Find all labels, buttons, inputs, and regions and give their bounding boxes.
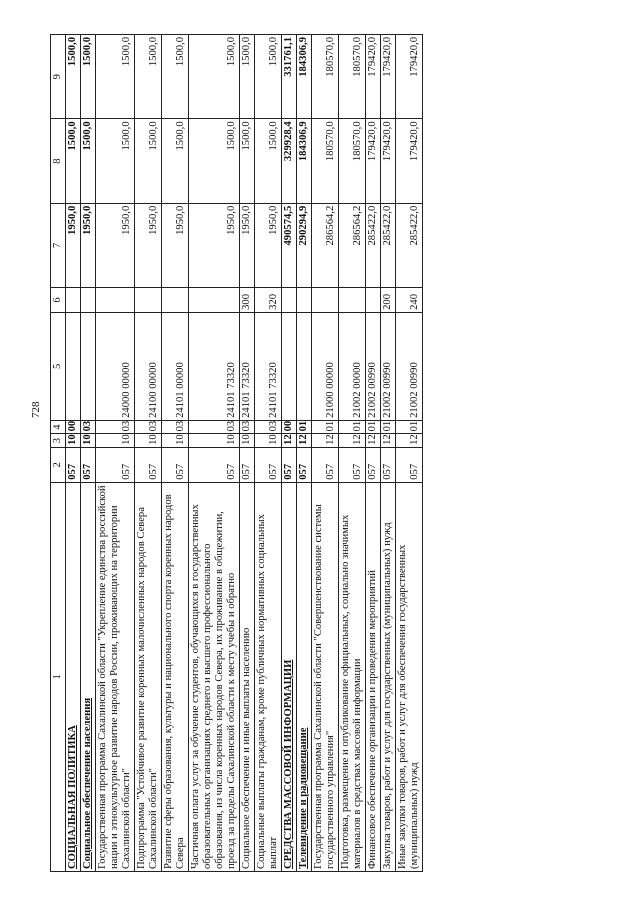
subsection-code: 03	[255, 420, 282, 434]
target-article-code: 21002 00990	[381, 312, 396, 420]
table-row	[66, 35, 81, 872]
column-header: 1	[51, 482, 66, 871]
amount-col9: 1500,0	[189, 35, 240, 119]
row-name: Социальное обеспечение населения	[81, 482, 96, 871]
amount-col9: 1500,0	[162, 35, 189, 119]
table-row	[240, 35, 255, 872]
target-article-code: 24101 73320	[189, 312, 240, 420]
section-code: 12	[312, 434, 339, 448]
target-article-code	[81, 312, 96, 420]
column-header: 9	[51, 35, 66, 119]
table-row	[297, 35, 312, 872]
amount-col7: 285422,0	[396, 203, 423, 287]
expense-type-code	[366, 288, 381, 313]
subsection-code: 03	[135, 420, 162, 434]
subsection-code: 01	[396, 420, 423, 434]
amount-col7: 1950,0	[96, 203, 135, 287]
target-article-code: 24101 73320	[255, 312, 282, 420]
admin-code: 057	[282, 447, 297, 482]
admin-code: 057	[339, 447, 366, 482]
table-row	[81, 35, 96, 872]
admin-code: 057	[189, 447, 240, 482]
expense-type-code	[81, 288, 96, 313]
amount-col8: 1500,0	[162, 119, 189, 203]
admin-code: 057	[66, 447, 81, 482]
column-header: 3	[51, 434, 66, 448]
amount-col8: 1500,0	[96, 119, 135, 203]
expense-type-code	[339, 288, 366, 313]
amount-col8: 180570,0	[339, 119, 366, 203]
table-row	[282, 35, 297, 872]
table-row	[366, 35, 381, 872]
row-name: Развитие сферы образования, культуры и национального спорта коренных народов Севера	[162, 482, 189, 871]
amount-col9: 179420,0	[381, 35, 396, 119]
column-header: 4	[51, 420, 66, 434]
expense-type-code	[297, 288, 312, 313]
row-name: Подпрограмма "Устойчивое развитие коренных малочисленных народов Севера Сахалинской области"	[135, 482, 162, 871]
expense-type-code	[189, 288, 240, 313]
subsection-code: 03	[162, 420, 189, 434]
admin-code: 057	[240, 447, 255, 482]
amount-col9: 179420,0	[396, 35, 423, 119]
section-code: 12	[339, 434, 366, 448]
column-header: 2	[51, 447, 66, 482]
section-code: 10	[96, 434, 135, 448]
admin-code: 057	[162, 447, 189, 482]
column-header: 5	[51, 312, 66, 420]
admin-code: 057	[255, 447, 282, 482]
amount-col8: 1500,0	[189, 119, 240, 203]
amount-col8: 180570,0	[312, 119, 339, 203]
amount-col9: 1500,0	[240, 35, 255, 119]
amount-col9: 179420,0	[366, 35, 381, 119]
expense-type-code: 200	[381, 288, 396, 313]
subsection-code: 01	[339, 420, 366, 434]
amount-col8: 329928,4	[282, 119, 297, 203]
admin-code: 057	[135, 447, 162, 482]
expense-type-code: 320	[255, 288, 282, 313]
row-name: Социальные выплаты гражданам, кроме публичных нормативных социальных выплат	[255, 482, 282, 871]
section-code: 12	[297, 434, 312, 448]
target-article-code: 24100 00000	[135, 312, 162, 420]
table-row	[396, 35, 423, 872]
section-code: 10	[189, 434, 240, 448]
table-row	[381, 35, 396, 872]
amount-col7: 1950,0	[135, 203, 162, 287]
amount-col9: 1500,0	[255, 35, 282, 119]
amount-col7: 285422,0	[366, 203, 381, 287]
admin-code: 057	[81, 447, 96, 482]
section-code: 10	[81, 434, 96, 448]
amount-col9: 1500,0	[135, 35, 162, 119]
amount-col9: 184306,9	[297, 35, 312, 119]
expense-type-code	[312, 288, 339, 313]
admin-code: 057	[96, 447, 135, 482]
row-name: СОЦИАЛЬНАЯ ПОЛИТИКА	[66, 482, 81, 871]
expense-type-code: 240	[396, 288, 423, 313]
section-code: 10	[255, 434, 282, 448]
subsection-code: 03	[189, 420, 240, 434]
header-row	[51, 35, 66, 872]
amount-col7: 490574,5	[282, 203, 297, 287]
amount-col8: 179420,0	[396, 119, 423, 203]
row-name: Финансовое обеспечение организации и проведения мероприятий	[366, 482, 381, 871]
admin-code: 057	[297, 447, 312, 482]
section-code: 10	[240, 434, 255, 448]
subsection-code: 00	[66, 420, 81, 434]
section-code: 12	[396, 434, 423, 448]
target-article-code	[282, 312, 297, 420]
column-header: 7	[51, 203, 66, 287]
target-article-code: 21000 00000	[312, 312, 339, 420]
row-name: Закупка товаров, работ и услуг для государственных (муниципальных) нужд	[381, 482, 396, 871]
target-article-code: 24101 73320	[240, 312, 255, 420]
amount-col7: 1950,0	[162, 203, 189, 287]
row-name: Подготовка, размещение и опубликование официальных, социально значимых материалов в средствах массовой информации	[339, 482, 366, 871]
amount-col7: 1950,0	[81, 203, 96, 287]
expense-type-code	[162, 288, 189, 313]
amount-col7: 1950,0	[240, 203, 255, 287]
amount-col7: 1950,0	[66, 203, 81, 287]
section-code: 10	[135, 434, 162, 448]
subsection-code: 01	[366, 420, 381, 434]
amount-col8: 1500,0	[81, 119, 96, 203]
target-article-code	[66, 312, 81, 420]
column-header: 8	[51, 119, 66, 203]
section-code: 12	[282, 434, 297, 448]
amount-col8: 1500,0	[135, 119, 162, 203]
section-code: 10	[162, 434, 189, 448]
row-name: Социальное обеспечение и иные выплаты населению	[240, 482, 255, 871]
amount-col9: 331761,1	[282, 35, 297, 119]
rotated-page	[50, 34, 423, 872]
admin-code: 057	[366, 447, 381, 482]
subsection-code: 00	[282, 420, 297, 434]
row-name: Телевидение и радиовещание	[297, 482, 312, 871]
amount-col9: 1500,0	[81, 35, 96, 119]
row-name: Государственная программа Сахалинской области "Укрепление единства российской нации и этнокультурное развитие народов России, проживающих на территории Сахалинской области"	[96, 482, 135, 871]
amount-col8: 179420,0	[381, 119, 396, 203]
expense-type-code	[282, 288, 297, 313]
amount-col8: 1500,0	[240, 119, 255, 203]
admin-code: 057	[396, 447, 423, 482]
table-row	[312, 35, 339, 872]
subsection-code: 01	[312, 420, 339, 434]
expense-type-code	[96, 288, 135, 313]
target-article-code: 21002 00990	[396, 312, 423, 420]
amount-col7: 286564,2	[312, 203, 339, 287]
table-row	[189, 35, 240, 872]
target-article-code: 21002 00990	[366, 312, 381, 420]
row-name: Иные закупки товаров, работ и услуг для обеспечения государственных (муниципальных) нужд	[396, 482, 423, 871]
amount-col8: 179420,0	[366, 119, 381, 203]
subsection-code: 01	[297, 420, 312, 434]
amount-col8: 184306,9	[297, 119, 312, 203]
amount-col8: 1500,0	[66, 119, 81, 203]
admin-code: 057	[381, 447, 396, 482]
target-article-code	[297, 312, 312, 420]
target-article-code: 21002 00000	[339, 312, 366, 420]
section-code: 12	[366, 434, 381, 448]
expense-type-code: 300	[240, 288, 255, 313]
expense-type-code	[66, 288, 81, 313]
amount-col9: 1500,0	[96, 35, 135, 119]
table-row	[135, 35, 162, 872]
page-number: 728	[30, 401, 42, 418]
table-row	[162, 35, 189, 872]
row-name: СРЕДСТВА МАССОВОЙ ИНФОРМАЦИИ	[282, 482, 297, 871]
admin-code: 057	[312, 447, 339, 482]
table-row	[255, 35, 282, 872]
amount-col7: 286564,2	[339, 203, 366, 287]
amount-col7: 290294,9	[297, 203, 312, 287]
table-row	[339, 35, 366, 872]
subsection-code: 03	[96, 420, 135, 434]
target-article-code: 24000 00000	[96, 312, 135, 420]
row-name: Частичная оплата услуг за обучение студентов, обучающихся в государственных образовательных организациях среднего и высшего профессионального образования, из числа коренных народов Севера, их проживание в общежитии, проезд за пределы Сахалинской области к месту учебы и обратно	[189, 482, 240, 871]
section-code: 10	[66, 434, 81, 448]
budget-table	[50, 34, 423, 872]
expense-type-code	[135, 288, 162, 313]
subsection-code: 03	[240, 420, 255, 434]
amount-col9: 1500,0	[66, 35, 81, 119]
section-code: 12	[381, 434, 396, 448]
target-article-code: 24101 00000	[162, 312, 189, 420]
amount-col7: 1950,0	[189, 203, 240, 287]
row-name: Государственная программа Сахалинской области "Совершенствование системы государственного управления"	[312, 482, 339, 871]
amount-col9: 180570,0	[312, 35, 339, 119]
subsection-code: 03	[81, 420, 96, 434]
column-header: 6	[51, 288, 66, 313]
amount-col9: 180570,0	[339, 35, 366, 119]
table-row	[96, 35, 135, 872]
amount-col7: 285422,0	[381, 203, 396, 287]
amount-col8: 1500,0	[255, 119, 282, 203]
amount-col7: 1950,0	[255, 203, 282, 287]
subsection-code: 01	[381, 420, 396, 434]
